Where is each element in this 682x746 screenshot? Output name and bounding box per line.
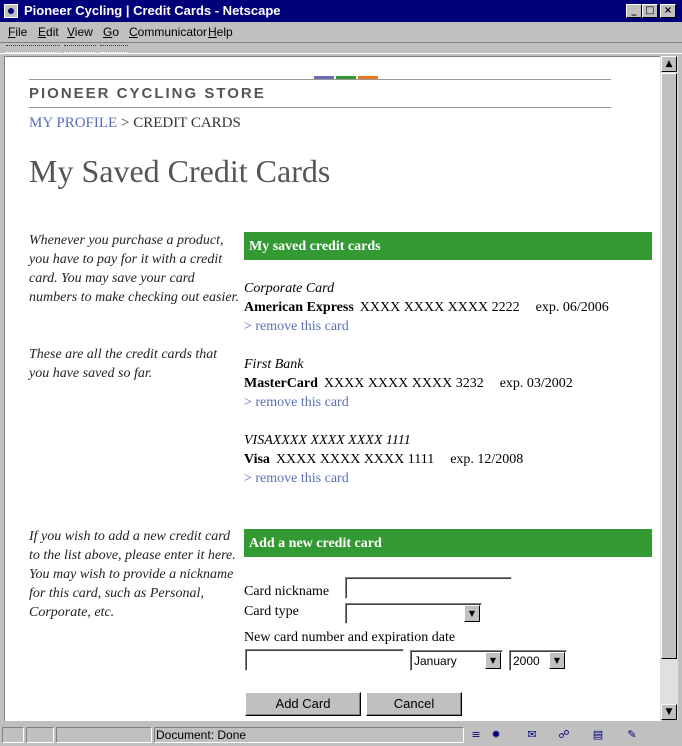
card-number-input[interactable]: [245, 649, 404, 671]
toolbar-grip[interactable]: [64, 45, 96, 53]
security-lock-icon[interactable]: [2, 727, 24, 743]
card-number: XXXX XXXX XXXX 3232: [323, 376, 484, 391]
status-text-well: [154, 727, 464, 743]
connection-status-icon: [26, 727, 54, 743]
card-type: Visa: [244, 452, 270, 467]
remove-card-link[interactable]: > remove this card: [244, 471, 349, 486]
navigator-icon[interactable]: ✹: [491, 728, 501, 741]
header-rule: [29, 79, 611, 80]
card-type-select[interactable]: [345, 603, 482, 624]
saved-card: [244, 279, 609, 336]
mailbox-icon[interactable]: ✉: [527, 728, 537, 741]
status-bar: [0, 724, 682, 746]
maximize-button[interactable]: □: [642, 4, 658, 18]
card-nickname: VISAXXXX XXXX XXXX 1111: [244, 433, 411, 448]
window-title-bar: [0, 0, 682, 22]
remove-card-link[interactable]: > remove this card: [244, 395, 349, 410]
menu-bar: [0, 22, 682, 42]
saved-card: [244, 355, 573, 412]
toolbar-grip[interactable]: [100, 45, 128, 53]
menu-communicator[interactable]: Communicator: [129, 25, 208, 39]
add-card-instructions: If you wish to add a new credit card to the list above, please enter it here. You may wish to provide a nickname for this card, such as Personal, Corporate, etc.: [29, 529, 236, 620]
chevron-down-icon[interactable]: ▼: [549, 652, 565, 669]
card-type-label: Card type: [244, 604, 299, 619]
header-rule: [29, 107, 611, 108]
address-book-icon[interactable]: ▤: [592, 728, 604, 741]
breadcrumb: [29, 115, 241, 132]
netscape-app-icon[interactable]: [4, 4, 18, 18]
expiration-month-selected: January: [414, 654, 457, 668]
remove-card-link[interactable]: > remove this card: [244, 319, 349, 334]
card-nickname: First Bank: [244, 357, 304, 372]
menu-help[interactable]: Help: [208, 25, 233, 39]
card-expiration: exp. 12/2008: [450, 452, 524, 467]
breadcrumb-my-profile-link[interactable]: MY PROFILE: [29, 115, 118, 131]
store-name: PIONEER CYCLING STORE: [29, 85, 266, 102]
breadcrumb-separator: >: [117, 115, 134, 131]
card-expiration: exp. 06/2006: [535, 300, 609, 315]
collapsed-toolbars[interactable]: [0, 42, 682, 54]
vertical-scrollbar[interactable]: [660, 56, 678, 720]
saved-cards-note: These are all the credit cards that you have saved so far.: [29, 347, 218, 381]
cancel-button[interactable]: Cancel: [366, 692, 462, 716]
minimize-button[interactable]: _: [626, 4, 642, 18]
add-card-button[interactable]: Add Card: [245, 692, 361, 716]
add-card-heading: Add a new credit card: [244, 529, 652, 557]
chevron-down-icon[interactable]: ▼: [464, 605, 480, 622]
saved-cards-heading: My saved credit cards: [244, 232, 652, 260]
card-type: MasterCard: [244, 376, 318, 391]
toolbar-grip[interactable]: [6, 45, 60, 53]
intro-text: Whenever you purchase a product, you have to pay for it with a credit card. You may save your card numbers to make checking out easier.: [29, 233, 239, 305]
status-text: Document: Done: [156, 728, 247, 742]
progress-meter: [56, 727, 152, 743]
discussion-groups-icon[interactable]: ☍: [558, 728, 570, 741]
menu-go[interactable]: Go: [103, 25, 120, 39]
scroll-down-icon[interactable]: ▼: [661, 704, 677, 720]
scroll-up-icon[interactable]: ▲: [661, 56, 677, 72]
card-number: XXXX XXXX XXXX 2222: [359, 300, 520, 315]
scroll-thumb[interactable]: [661, 73, 677, 659]
expiration-year-selected: 2000: [513, 654, 540, 668]
component-bar-grip-icon[interactable]: ≡: [471, 728, 481, 741]
menu-file[interactable]: File: [8, 25, 28, 39]
card-expiration: exp. 03/2002: [499, 376, 573, 391]
card-type: American Express: [244, 300, 354, 315]
breadcrumb-current: CREDIT CARDS: [133, 115, 241, 131]
card-nickname-label: Card nickname: [244, 584, 330, 599]
menu-view[interactable]: View: [67, 25, 93, 39]
window-title: Pioneer Cycling | Credit Cards - Netscape: [24, 3, 281, 18]
expiration-year-select[interactable]: [509, 650, 567, 671]
chevron-down-icon[interactable]: ▼: [485, 652, 501, 669]
expiration-month-select[interactable]: [410, 650, 503, 671]
page-title: My Saved Credit Cards: [29, 153, 331, 189]
saved-card: [244, 431, 523, 488]
menu-edit[interactable]: Edit: [38, 25, 59, 39]
close-button[interactable]: ×: [660, 4, 676, 18]
card-nickname-input[interactable]: [345, 577, 512, 599]
page-viewport: [4, 56, 661, 721]
card-number-label: New card number and expiration date: [244, 630, 456, 645]
card-nickname: Corporate Card: [244, 281, 335, 296]
card-number: XXXX XXXX XXXX 1111: [275, 452, 435, 467]
composer-icon[interactable]: ✎: [627, 728, 637, 741]
